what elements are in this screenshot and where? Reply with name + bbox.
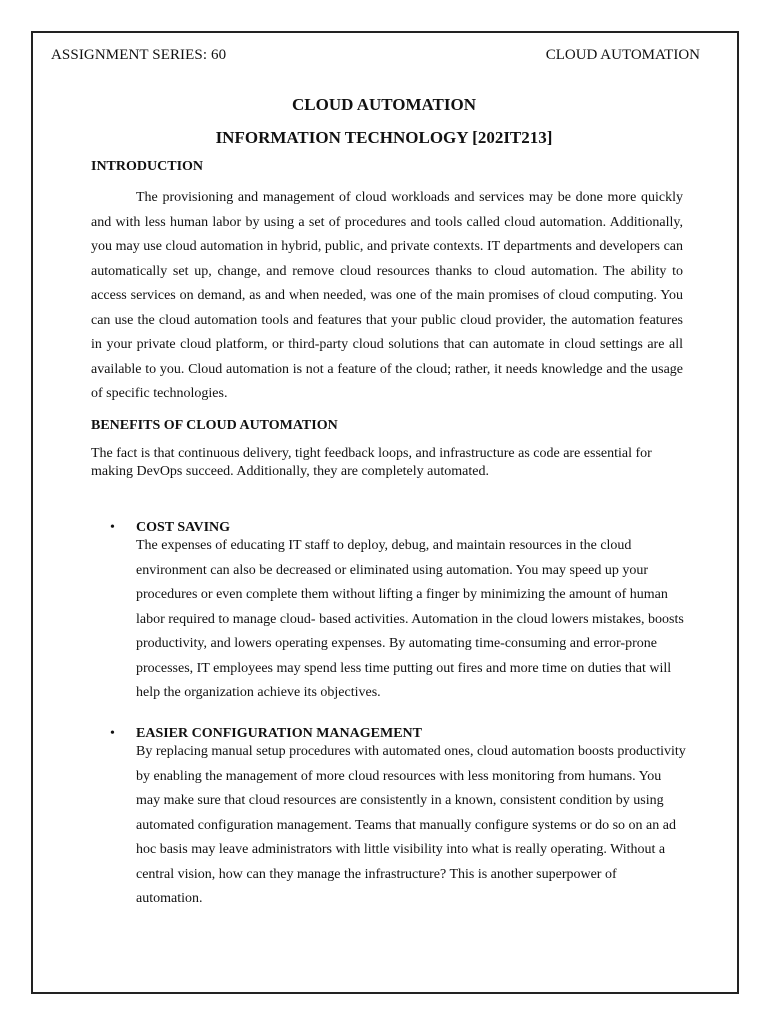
configuration-management-paragraph: By replacing manual setup procedures with automated ones, cloud automation boosts productivity by enabling the management of more cloud resources with less monitoring from humans. You may make sure that cloud resources are consistently in a known, consistent condition by using automated configuration management. Teams that manually configure systems or do so on an ad hoc basis may leave administrators with little visibility into what is really operating. Without a central vision, how can they manage the infrastructure? This is another superpower of automation. [136,744,686,906]
bullet-icon: • [110,520,115,535]
bullet-icon: • [110,726,115,741]
benefits-paragraph: The fact is that continuous delivery, tight feedback loops, and infrastructure as code are essential for making DevOps succeed. Additionally, they are completely automated. [91,446,652,479]
introduction-heading: INTRODUCTION [91,159,204,174]
benefits-heading: BENEFITS OF CLOUD AUTOMATION [91,418,338,433]
document-title: CLOUD AUTOMATION [291,95,477,114]
cost-saving-paragraph: The expenses of educating IT staff to deploy, debug, and maintain resources in the cloud environment can also be decreased or eliminated using automation. You may speed up your procedures or even complete them without lifting a finger by minimizing the amount of human labor required to manage cloud- based activities. Automation in the cloud lowers mistakes, boosts productivity, and lowers operating expenses. By automating time-consuming and error-prone processes, IT employees may spend less time putting out fires and more time on duties that will help the organization achieve its objectives. [136,538,684,700]
introduction-paragraph: The provisioning and management of cloud workloads and services may be done more quickly and with less human labor by using a set of procedures and tools called cloud automation. Additionally, you may use cloud automation in hybrid, public, and private contexts. IT departments and developers can automatically set up, change, and remove cloud resources thanks to cloud automation. The ability to access services on demand, as and when needed, was one of the main promises of cloud computing. You can use the cloud automation tools and features that your public cloud provider, the automation features in your private cloud platform, or third-party cloud solutions that can automate in cloud settings are all available to you. Cloud automation is not a feature of the cloud; rather, it needs knowledge and the usage of specific technologies. [91,190,683,401]
document-subtitle: INFORMATION TECHNOLOGY [202IT213] [215,128,553,147]
header-series: ASSIGNMENT SERIES: 60 [51,47,227,63]
header-topic: CLOUD AUTOMATION [545,47,700,63]
configuration-management-heading: EASIER CONFIGURATION MANAGEMENT [136,726,422,741]
cost-saving-heading: COST SAVING [136,520,231,535]
